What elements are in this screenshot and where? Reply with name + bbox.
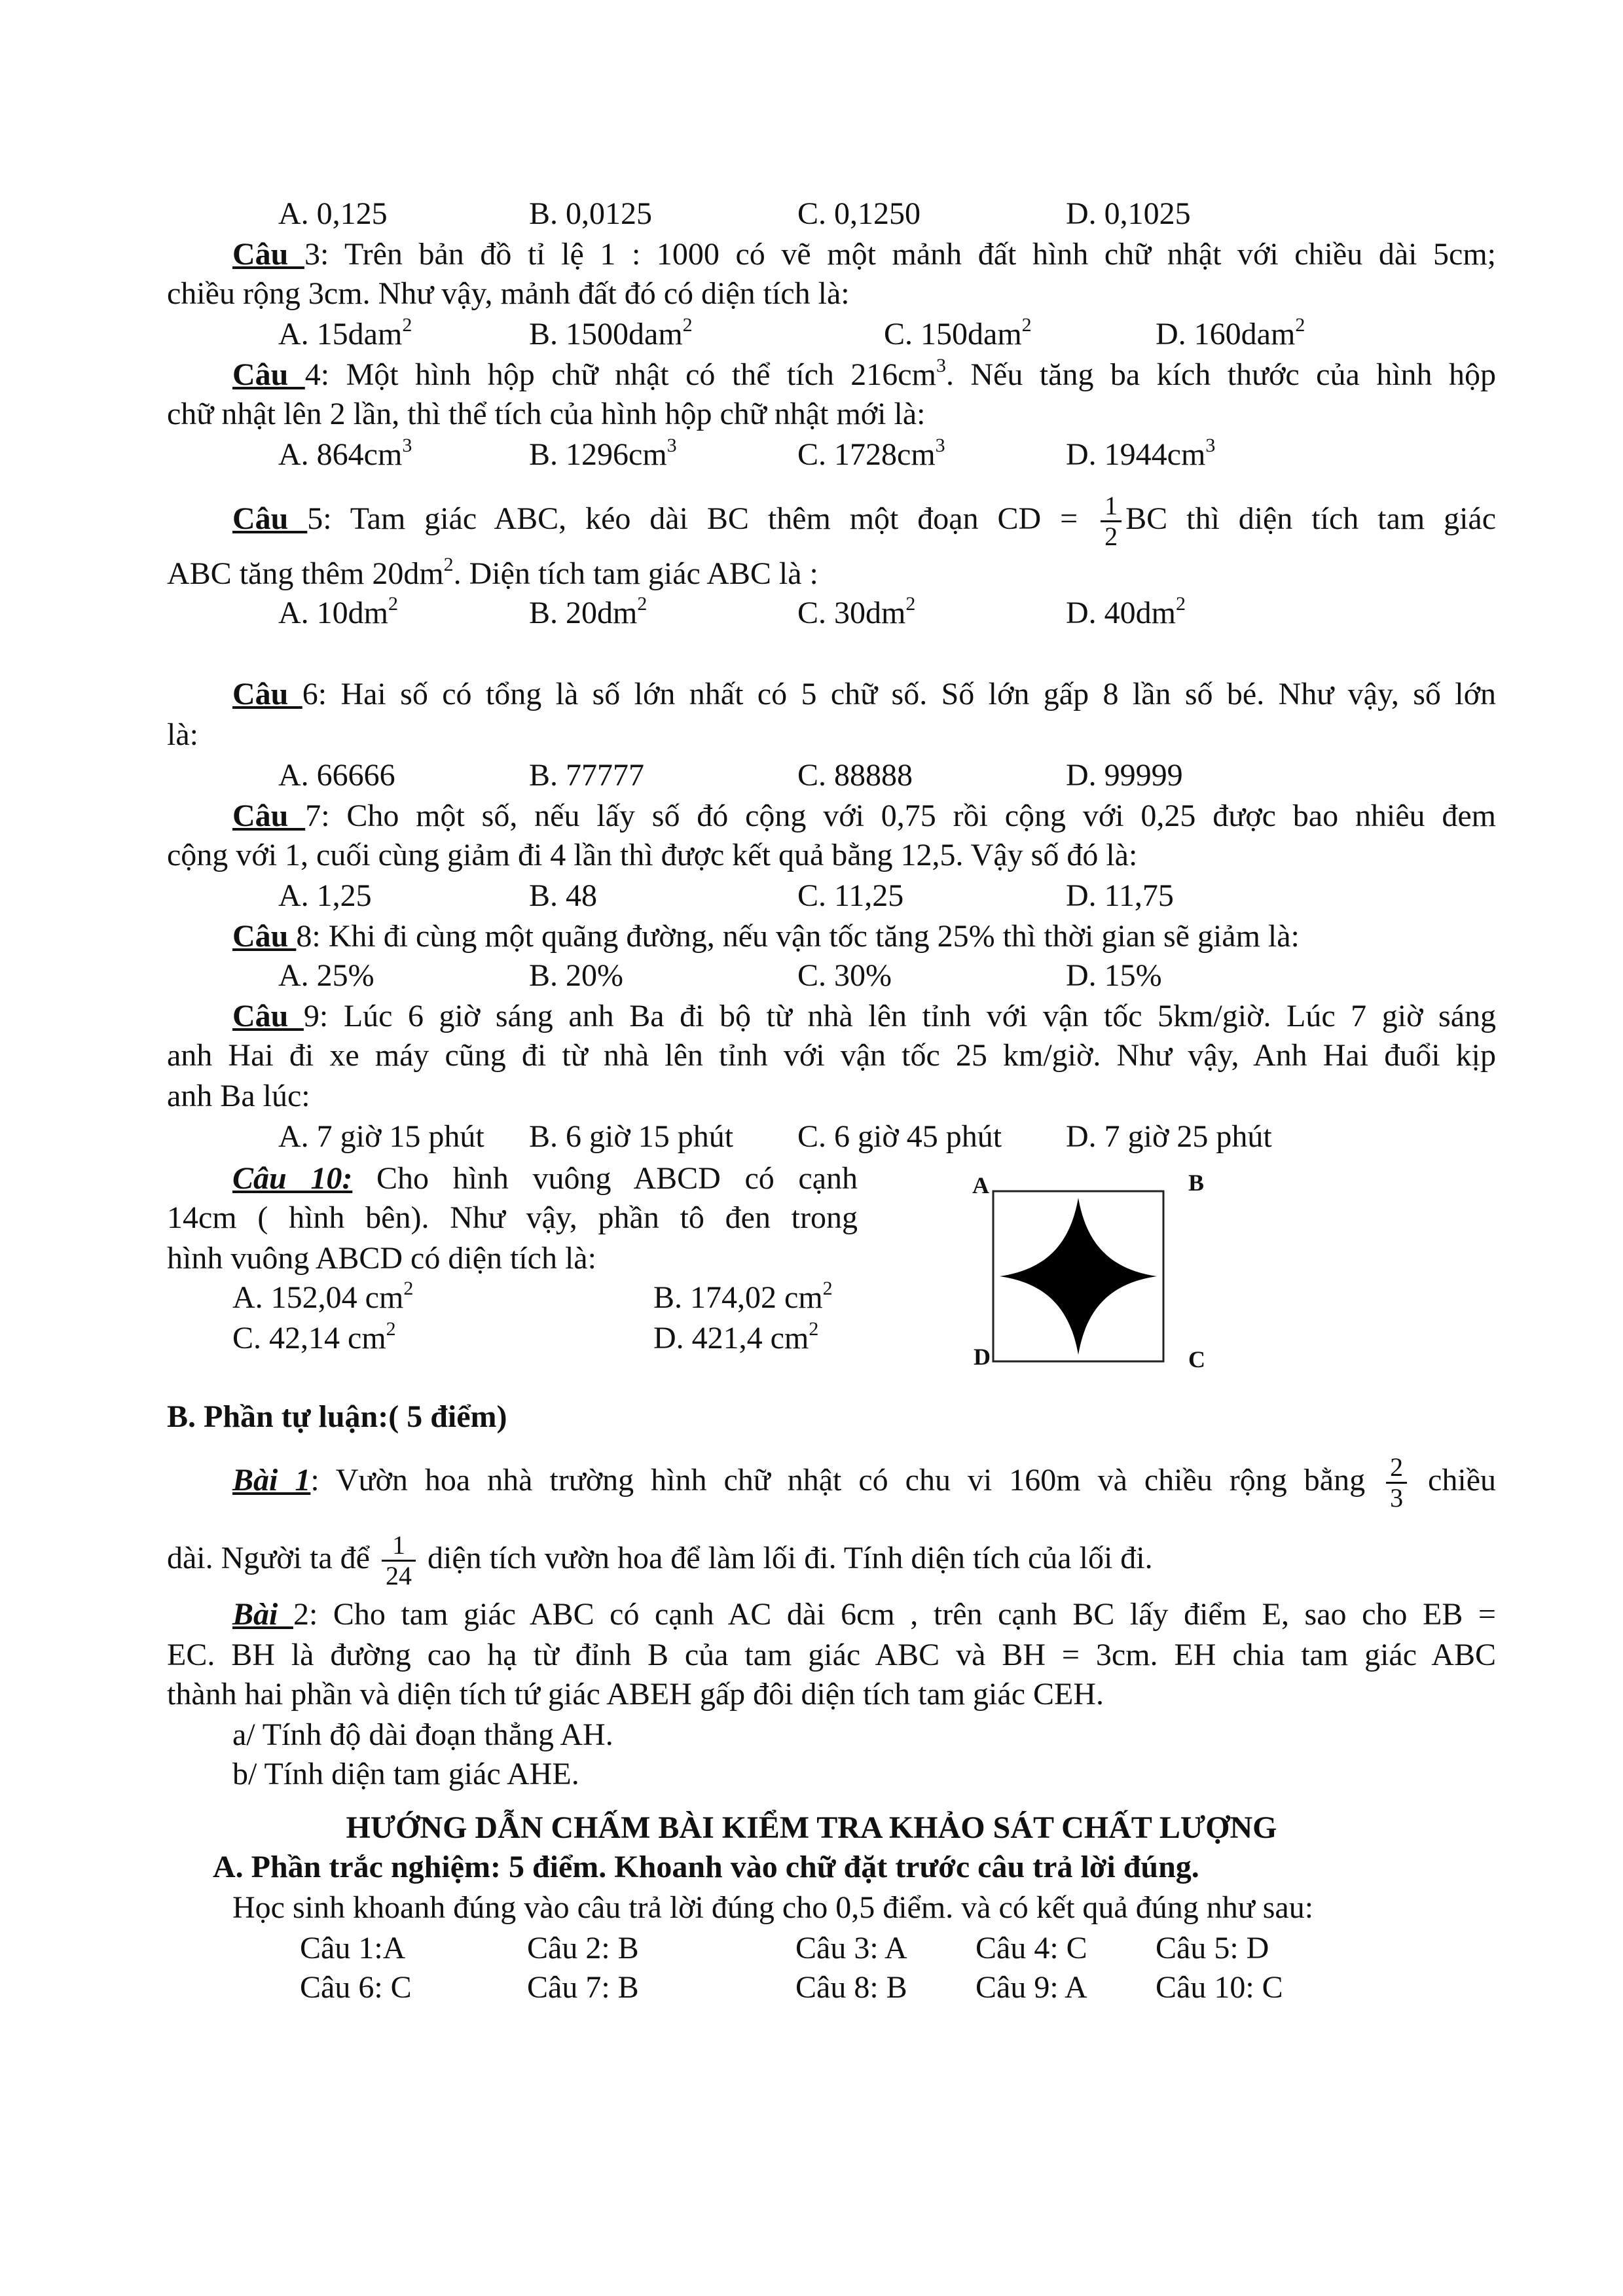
q4-line-2: chữ nhật lên 2 lần, thì thể tích của hình hộp chữ nhật mới là: xyxy=(167,397,926,431)
q6-option-c: C. 88888 xyxy=(797,758,913,793)
q3-option-b: B. 1500dam$^2$ xyxy=(529,314,693,351)
bai2-line-2: EC. BH là đường cao hạ từ đỉnh B của tam giác ABC và BH = 3cm. EH chia tam giác ABC xyxy=(167,1638,1496,1672)
q3-option-d: D. 160dam$^2$ xyxy=(1156,314,1305,351)
bai2-line-3: thành hai phần và diện tích tứ giác ABEH gấp đôi diện tích tam giác CEH. xyxy=(167,1677,1104,1712)
answer-7: Câu 7: B xyxy=(527,1970,639,2005)
q10-line-2: 14cm ( hình bên). Như vậy, phần tô đen trong xyxy=(167,1200,858,1235)
q3-text-1: 3: Trên bản đồ tỉ lệ 1 : 1000 có vẽ một mảnh đất hình chữ nhật với chiều dài 5cm; xyxy=(304,237,1497,272)
q10-option-b: B. 174,02 $cm^2$ xyxy=(653,1278,833,1315)
answer-1: Câu 1:A xyxy=(300,1931,406,1965)
q7-line-2: cộng với 1, cuối cùng giảm đi 4 lần thì được kết quả bằng 12,5. Vậy số đó là: xyxy=(167,838,1138,872)
q10-line-3: hình vuông ABCD có diện tích là: xyxy=(167,1241,596,1276)
q6-option-a: A. 66666 xyxy=(278,758,395,793)
vertex-label-d: D xyxy=(974,1344,991,1370)
q2-option-c: C. 0,1250 xyxy=(797,196,921,231)
bai2-label: Bài xyxy=(232,1597,293,1632)
bai1-line-1: Bài 1: Vườn hoa nhà trường hình chữ nhật có chu vi 160m và chiều rộng bằng $\frac{2}{3}$ chiều xyxy=(232,1452,1496,1513)
q9-line-2: anh Hai đi xe máy cũng đi từ nhà lên tỉnh với vận tốc 25 km/giờ. Như vậy, Anh Hai đuổi kịp xyxy=(167,1038,1496,1073)
answer-5: Câu 5: D xyxy=(1156,1931,1269,1965)
q2-option-d: D. 0,1025 xyxy=(1066,196,1191,231)
q6-option-d: D. 99999 xyxy=(1066,758,1183,793)
bai1-fraction-2-3: $\frac{2}{3}$ xyxy=(1386,1453,1407,1513)
q7-line-1: Câu 7: Cho một số, nếu lấy số đó cộng với 0,75 rồi cộng với 0,25 được bao nhiêu đem xyxy=(232,798,1497,833)
shaded-star-fill xyxy=(1000,1198,1157,1355)
guide-title: HƯỚNG DẪN CHẤM BÀI KIỂM TRA KHẢO SÁT CHẤT LƯỢNG xyxy=(346,1810,1277,1845)
q5-label: Câu xyxy=(232,501,308,536)
partB-title: B. Phần tự luận:( 5 điểm) xyxy=(167,1399,507,1434)
q5-option-d: D. $40dm^2$ xyxy=(1066,593,1186,630)
q5-fraction: $\frac{1}{2}$ xyxy=(1101,492,1122,551)
q10-option-d: D. 421,4 $cm^2$ xyxy=(653,1318,819,1355)
q4-option-c: C. $1728cm^3$ xyxy=(797,435,945,472)
bai1-label: Bài 1 xyxy=(232,1463,311,1498)
q3-option-c: C. 150dam$^2$ xyxy=(884,314,1032,351)
bai2-line-1: Bài 2: Cho tam giác ABC có cạnh AC dài 6cm , trên cạnh BC lấy điểm E, sao cho EB = xyxy=(232,1597,1496,1632)
q8-option-c: C. 30% xyxy=(797,958,892,993)
q8-label: Câu xyxy=(232,919,297,954)
q4-option-a: A. $864cm^3$ xyxy=(278,435,412,472)
q9-option-a: A. 7 giờ 15 phút xyxy=(278,1119,484,1154)
bai2-part-a: a/ Tính độ dài đoạn thẳng AH. xyxy=(232,1717,613,1752)
q3-line-2: chiều rộng 3cm. Như vậy, mảnh đất đó có diện tích là: xyxy=(167,276,850,311)
vertex-label-c: C xyxy=(1188,1346,1205,1372)
q2-option-a: A. 0,125 xyxy=(278,196,388,231)
q7-label: Câu xyxy=(232,798,306,833)
q7-option-c: C. 11,25 xyxy=(797,878,904,913)
guide-partA: A. Phần trắc nghiệm: 5 điểm. Khoanh vào chữ đặt trước câu trả lời đúng. xyxy=(213,1850,1199,1884)
bai1-fraction-1-24: $\frac{1}{24}$ xyxy=(382,1531,416,1590)
q9-option-c: C. 6 giờ 45 phút xyxy=(797,1119,1002,1154)
q2-option-b: B. 0,0125 xyxy=(529,196,653,231)
q9-option-d: D. 7 giờ 25 phút xyxy=(1066,1119,1272,1154)
q10-figure xyxy=(959,1172,1234,1381)
guide-note: Học sinh khoanh đúng vào câu trả lời đúng cho 0,5 điểm. và có kết quả đúng như sau: xyxy=(232,1890,1314,1925)
answer-9: Câu 9: A xyxy=(976,1970,1087,2005)
q3-line-1 xyxy=(232,234,1496,275)
q10-option-c: C. 42,14 $cm^2$ xyxy=(232,1318,396,1355)
q3-label: Câu xyxy=(232,237,304,272)
bai1-line-2: dài. Người ta để $\frac{1}{24}$ diện tích vườn hoa để làm lối đi. Tính diện tích của lối đi. xyxy=(167,1530,1153,1591)
q4-option-d: D. $1944cm^3$ xyxy=(1066,435,1216,472)
q4-line-1: Câu 4: Một hình hộp chữ nhật có thể tích $216cm^3$. Nếu tăng ba kích thước của hình hộp xyxy=(232,355,1496,392)
answer-8: Câu 8: B xyxy=(795,1970,907,2005)
q7-option-d: D. 11,75 xyxy=(1066,878,1174,913)
q9-line-3: anh Ba lúc: xyxy=(167,1079,310,1113)
vertex-label-a: A xyxy=(972,1172,989,1198)
q7-option-b: B. 48 xyxy=(529,878,598,913)
q6-line-2: là: xyxy=(167,717,198,752)
q8-option-d: D. 15% xyxy=(1066,958,1162,993)
q8-option-a: A. 25% xyxy=(278,958,374,993)
q10-label: Câu 10: xyxy=(232,1161,353,1196)
q6-label: Câu xyxy=(232,677,302,711)
answer-3: Câu 3: A xyxy=(795,1931,907,1965)
q9-line-1: Câu 9: Lúc 6 giờ sáng anh Ba đi bộ từ nhà lên tỉnh với vận tốc 5km/giờ. Lúc 7 giờ sáng xyxy=(232,999,1496,1033)
q6-line-1: Câu 6: Hai số có tổng là số lớn nhất có 5 chữ số. Số lớn gấp 8 lần số bé. Như vậy, số lớn xyxy=(232,677,1497,711)
q6-option-b: B. 77777 xyxy=(529,758,645,793)
q5-option-c: C. $30dm^2$ xyxy=(797,593,916,630)
bai2-part-b: b/ Tính diện tam giác AHE. xyxy=(232,1757,579,1791)
q7-option-a: A. 1,25 xyxy=(278,878,372,913)
q9-option-b: B. 6 giờ 15 phút xyxy=(529,1119,734,1154)
answer-4: Câu 4: C xyxy=(976,1931,1087,1965)
q10-option-a: A. 152,04 $cm^2$ xyxy=(232,1278,414,1315)
answer-10: Câu 10: C xyxy=(1156,1970,1283,2005)
q8-line-1: Câu 8: Khi đi cùng một quãng đường, nếu vận tốc tăng 25% thì thời gian sẽ giảm là: xyxy=(232,919,1300,954)
q3-option-a: A. 15dam$^2$ xyxy=(278,314,412,351)
vertex-label-b: B xyxy=(1188,1170,1205,1196)
q5-line-1: Câu 5: Tam giác ABC, kéo dài BC thêm một đoạn CD = $\frac{1}{2}$ BC thì diện tích tam giác xyxy=(232,491,1497,552)
answer-2: Câu 2: B xyxy=(527,1931,639,1965)
q4-option-b: B. $1296cm^3$ xyxy=(529,435,677,472)
q9-label: Câu xyxy=(232,999,304,1033)
q5-option-a: A. $10dm^2$ xyxy=(278,593,398,630)
answer-6: Câu 6: C xyxy=(300,1970,412,2005)
q8-option-b: B. 20% xyxy=(529,958,623,993)
q10-line-1: Câu 10: Cho hình vuông ABCD có cạnh xyxy=(232,1161,858,1196)
q5-line-2: ABC tăng thêm $20dm^2$. Diện tích tam giác ABC là : xyxy=(167,554,818,591)
q5-option-b: B. $20dm^2$ xyxy=(529,593,647,630)
q4-label: Câu xyxy=(232,357,305,392)
